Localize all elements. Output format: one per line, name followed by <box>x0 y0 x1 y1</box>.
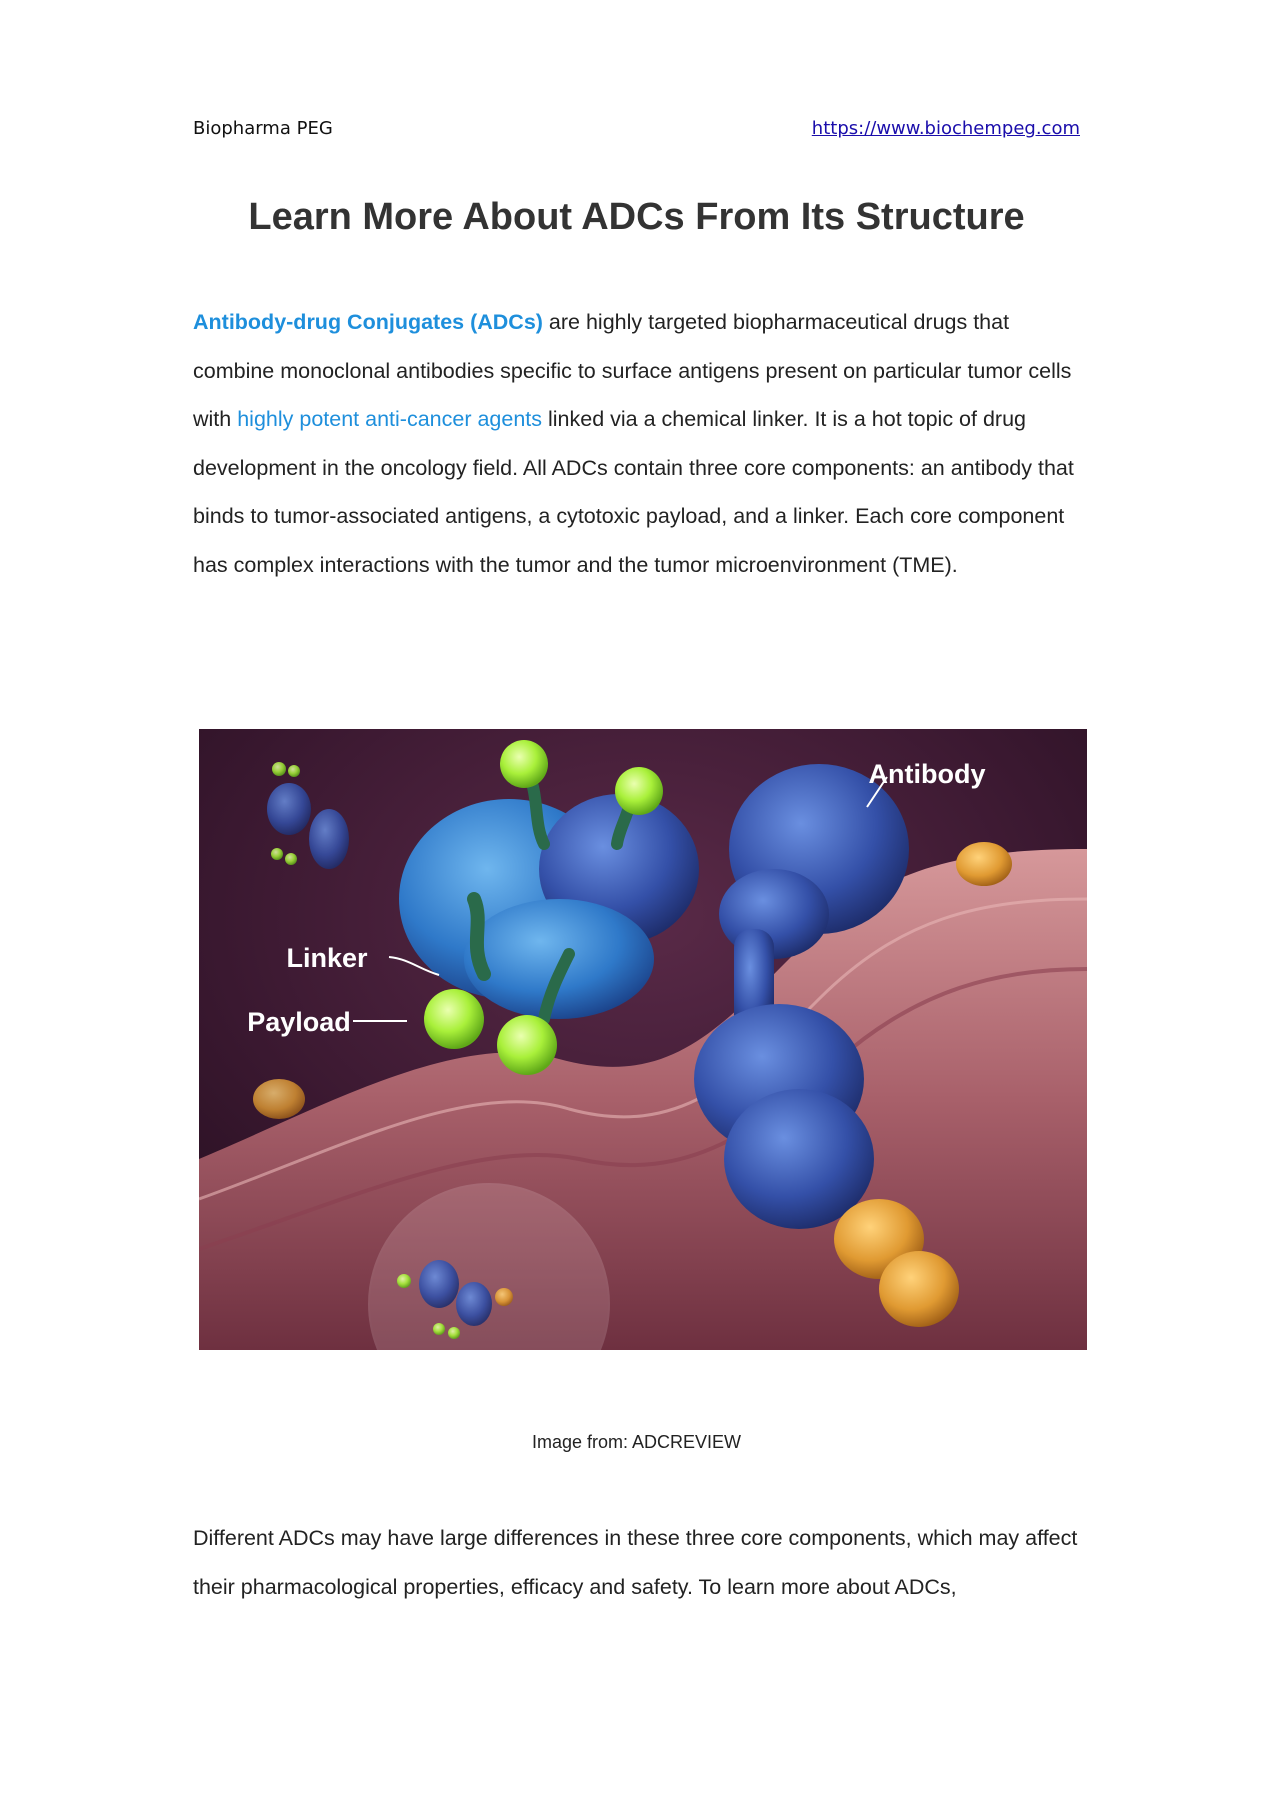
intro-text-2: linked via a chemical linker. It is a hot topic of drug development in the oncology field. All ADCs contain three core components: an antibody that binds to tumor-associated antigens, a cytotoxic payload, and a linker. Each core component has complex interactions with the tumor and the tumor microenvironment (TME). <box>193 407 1074 577</box>
intro-text-1: are highly targeted biopharmaceutical drugs that combine monoclonal antibodies specific to surface antigens present on particular tumor cells with <box>193 310 1072 431</box>
adc-structure-illustration <box>199 729 1087 1350</box>
linker-label: Linker <box>286 943 368 973</box>
closing-paragraph: Different ADCs may have large differences in these three core components, which may affect their pharmacological properties, efficacy and safety. To learn more about ADCs, <box>193 1526 1078 1599</box>
antibody-label: Antibody <box>868 759 986 789</box>
website-link[interactable]: https://www.biochempeg.com <box>811 118 1080 139</box>
intro-paragraph <box>193 298 1093 589</box>
page-title: Learn More About ADCs From Its Structure <box>248 196 1025 238</box>
figure-caption: Image from: ADCREVIEW <box>531 1432 742 1452</box>
anti-cancer-agents-link[interactable]: highly potent anti-cancer agents <box>237 407 542 431</box>
company-name: Biopharma PEG <box>193 118 333 139</box>
page-header <box>193 118 1080 146</box>
adc-link[interactable]: Antibody-drug Conjugates (ADCs) <box>193 310 543 334</box>
payload-label: Payload <box>247 1007 351 1037</box>
